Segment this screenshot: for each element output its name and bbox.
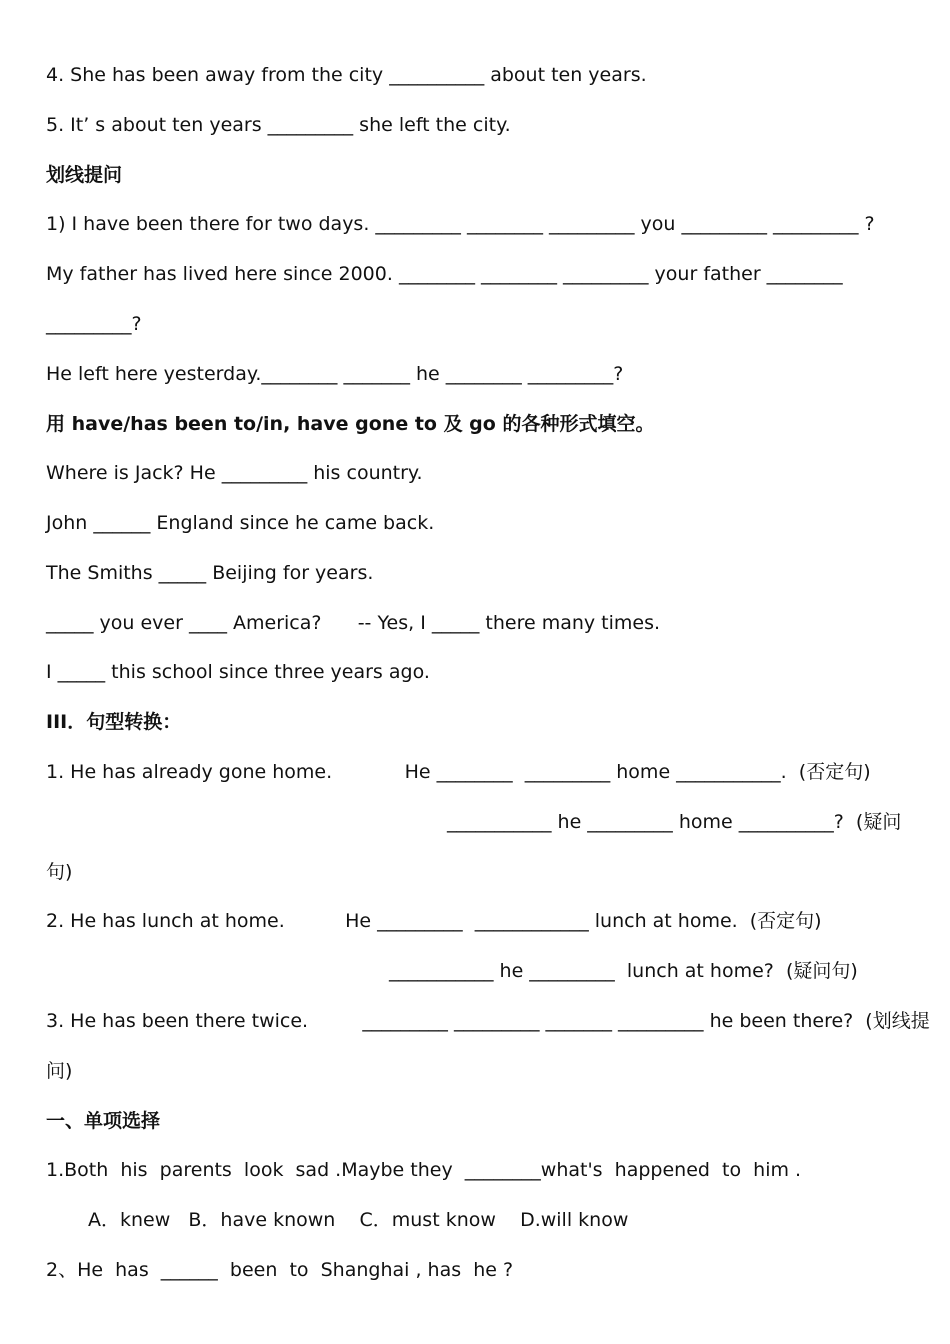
question-2: My father has lived here since 2000. ________ ________ _________ your father ________ (46, 263, 843, 285)
fill-item-4: _____ you ever ____ America? -- Yes, I _____ there many times. (46, 612, 661, 634)
transform-1-negative: 1. He has already gone home. He ________ _________ home ___________. (否定句) (46, 761, 871, 783)
fill-item-5: I _____ this school since three years ago. (46, 661, 430, 683)
transform-3: 3. He has been there twice. _________ _________ _______ _________ he been there? (划线提 (46, 1010, 930, 1032)
transform-2-negative: 2. He has lunch at home. He _________ ____________ lunch at home. (否定句) (46, 910, 822, 932)
fill-item-2: John ______ England since he came back. (46, 512, 435, 534)
question-1: 1) I have been there for two days. _________ ________ _________ you _________ _________ ? (46, 213, 875, 235)
sentence-5: 5. It’ s about ten years _________ she left the city. (46, 114, 511, 136)
choice-question-2: 2、He has ______ been to Shanghai , has he ? (46, 1259, 514, 1281)
transform-2-question: ___________ he _________ lunch at home? (疑问句) (389, 960, 858, 982)
section-heading-fill-blanks: 用 have/has been to/in, have gone to 及 go 的各种形式填空。 (46, 413, 655, 435)
section-heading-multiple-choice: 一、单项选择 (46, 1110, 161, 1132)
choice-question-1: 1.Both his parents look sad .Maybe they ________what's happened to him . (46, 1159, 802, 1181)
question-2-continued: _________? (46, 313, 142, 335)
fill-item-3: The Smiths _____ Beijing for years. (46, 562, 374, 584)
transform-3-wrap: 问) (46, 1060, 73, 1082)
section-heading-sentence-transform: III．句型转换： (46, 711, 182, 733)
section-heading-underline-questions: 划线提问 (46, 164, 123, 186)
fill-item-1: Where is Jack? He _________ his country. (46, 462, 423, 484)
transform-1-question: ___________ he _________ home __________? (疑问 (447, 811, 902, 833)
sentence-4: 4. She has been away from the city __________ about ten years. (46, 64, 647, 86)
question-3: He left here yesterday.________ _______ he ________ _________? (46, 363, 624, 385)
transform-1-question-wrap: 句) (46, 861, 73, 883)
choice-question-1-options: A．knew B．have known C．must know D.will know (88, 1209, 629, 1231)
